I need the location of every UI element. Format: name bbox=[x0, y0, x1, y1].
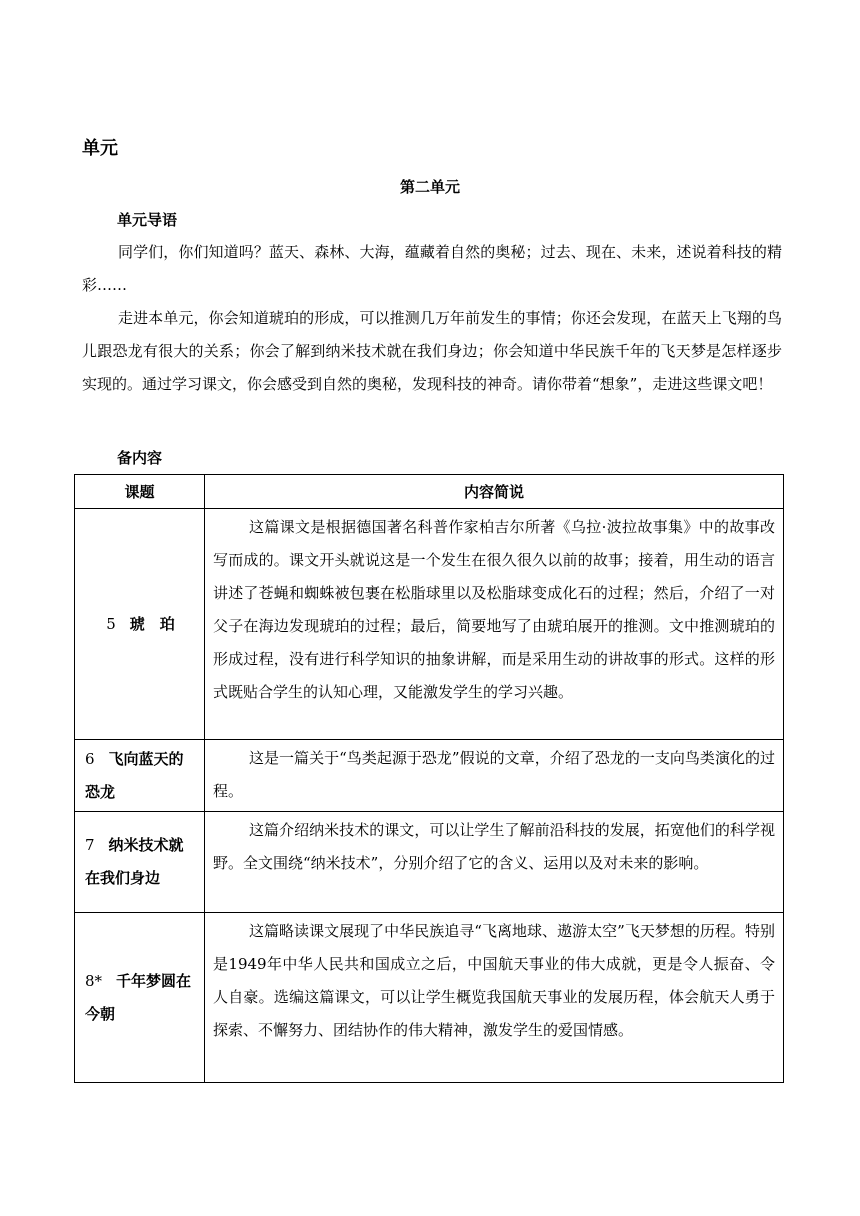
lesson-title: 纳米技术就在我们身边 bbox=[85, 836, 184, 887]
lesson-summary: 这篇略读课文展现了中华民族追寻“飞离地球、遨游太空”飞天梦想的历程。特别是1949年中华人民共和国成立之后，中国航天事业的伟大成就，更是令人振奋、令人自豪。选编这篇课文，可以让学生概览我国航天事业的发展历程，体会航天人勇于探索、不懈努力、团结协作的伟大精神，激发学生的爱国情感。 bbox=[205, 913, 784, 1083]
lesson-number: 5 bbox=[106, 614, 116, 633]
lesson-title: 千年梦圆在今朝 bbox=[85, 971, 192, 1023]
unit-title: 第二单元 bbox=[399, 178, 460, 196]
table-row bbox=[75, 913, 784, 1083]
guide-heading: 单元导语 bbox=[117, 211, 178, 229]
guide-paragraph-2: 走进本单元，你会知道琥珀的形成，可以推测几万年前发生的事情；你还会发现，在蓝天上飞翔的鸟儿跟恐龙有很大的关系；你会了解到纳米技术就在我们身边；你会知道中华民族千年的飞天梦是怎样逐步实现的。通过学习课文，你会感受到自然的奥秘，发现科技的神奇。请你带着“想象”，走进这些课文吧！ bbox=[82, 309, 782, 393]
table-row bbox=[75, 509, 784, 740]
content-heading: 备内容 bbox=[117, 449, 163, 467]
header-topic: 课题 bbox=[75, 475, 205, 509]
lesson-title-cell bbox=[75, 812, 205, 913]
lesson-number: 8* bbox=[85, 971, 103, 990]
lesson-number: 6 bbox=[85, 749, 95, 768]
table-row bbox=[75, 740, 784, 812]
header-summary: 内容简说 bbox=[205, 475, 784, 509]
lesson-title-cell bbox=[75, 509, 205, 740]
lesson-summary: 这篇介绍纳米技术的课文，可以让学生了解前沿科技的发展，拓宽他们的科学视野。全文围绕“纳米技术”，分别介绍了它的含义、运用以及对未来的影响。 bbox=[205, 812, 784, 913]
table-header-row bbox=[75, 475, 784, 509]
lesson-summary: 这篇课文是根据德国著名科普作家柏吉尔所著《乌拉·波拉故事集》中的故事改写而成的。课文开头就说这是一个发生在很久很久以前的故事；接着，用生动的语言讲述了苍蝇和蜘蛛被包裹在松脂球里以及松脂球变成化石的过程；然后，介绍了一对父子在海边发现琥珀的过程；最后，简要地写了由琥珀展开的推测。文中推测琥珀的形成过程，没有进行科学知识的抽象讲解，而是采用生动的讲故事的形式。这样的形式既贴合学生的认知心理，又能激发学生的学习兴趣。 bbox=[205, 509, 784, 740]
table-row bbox=[75, 812, 784, 913]
lesson-number: 7 bbox=[85, 836, 95, 854]
guide-paragraph-1: 同学们，你们知道吗？蓝天、森林、大海，蕴藏着自然的奥秘；过去、现在、未来，述说着科技的精彩…… bbox=[82, 243, 782, 294]
lesson-title-cell bbox=[75, 740, 205, 812]
content-table bbox=[74, 474, 784, 1083]
section-heading: 单元 bbox=[82, 138, 118, 159]
lesson-title: 飞向蓝天的恐龙 bbox=[85, 749, 184, 801]
lesson-title-cell bbox=[75, 913, 205, 1083]
lesson-title: 琥 珀 bbox=[129, 614, 175, 633]
lesson-summary: 这是一篇关于“鸟类起源于恐龙”假说的文章，介绍了恐龙的一支向鸟类演化的过程。 bbox=[205, 740, 784, 812]
